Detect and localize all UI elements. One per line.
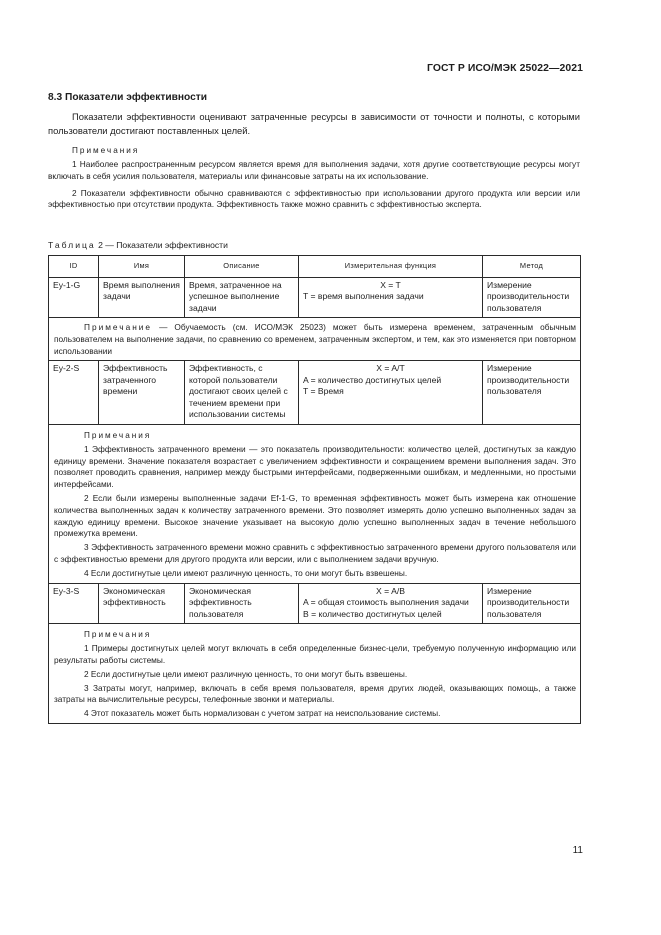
row1-note xyxy=(54,322,576,357)
cell-name: Эффективность затраченного времени xyxy=(99,361,185,425)
formula-definition: A = количество достигнутых целей xyxy=(303,374,442,385)
notes-heading: Примечания xyxy=(72,146,140,155)
cell-method: Измерение производительности пользователя xyxy=(483,277,581,318)
cell-name: Экономическая эффективность xyxy=(99,583,185,624)
section-title: 8.3 Показатели эффективности xyxy=(48,92,208,103)
row3-note-1: 1 Примеры достигнутых целей могут включать в себя определенные бизнес-цели, требуемую полученную информацию или результаты работы системы. xyxy=(54,643,576,665)
page-number: 11 xyxy=(572,845,583,856)
header-id: ID xyxy=(49,256,99,278)
table-caption xyxy=(48,240,580,250)
table-caption-label: Таблица xyxy=(48,240,96,250)
section-note-1: 1 Наиболее распространенным ресурсом является время для выполнения задачи, хотя другие соответствующие ресурсы могут включать в себя усилия пользователя, материалы или финансовые затраты на их использование. xyxy=(48,159,580,181)
cell-method: Измерение производительности пользователя xyxy=(483,583,581,624)
row3-note-2: 2 Если достигнутые цели имеют различную ценность, то они могут быть взвешены. xyxy=(84,668,408,679)
formula: X = A/B xyxy=(376,585,405,596)
row2-note-4: 4 Если достигнутые цели имеют различную ценность, то они могут быть взвешены. xyxy=(84,567,408,578)
cell-id: Ey-1-G xyxy=(49,277,99,318)
formula-definition: A = общая стоимость выполнения задачи xyxy=(303,597,469,608)
table-row xyxy=(49,361,581,425)
table-row xyxy=(49,583,581,624)
section-intro: Показатели эффективности оценивают затраченные ресурсы в зависимости от точности и полноты, с которыми пользователи достигают поставленных целей. xyxy=(48,111,580,136)
header-name: Имя xyxy=(99,256,185,278)
table-note-row xyxy=(49,624,581,724)
cell-name: Время выполнения задачи xyxy=(99,277,185,318)
cell-description: Эффективность, с которой пользователи достигают своих целей с течением времени при использовании системы xyxy=(185,361,299,425)
table-caption-text: 2 — Показатели эффективности xyxy=(98,240,228,250)
formula: X = T xyxy=(380,279,401,290)
table-note-row xyxy=(49,424,581,583)
formula-definition: T = Время xyxy=(303,386,344,397)
cell-description: Время, затраченное на успешное выполнение задачи xyxy=(185,277,299,318)
row-note xyxy=(49,318,581,361)
row2-note-2: 2 Если были измерены выполненные задачи Ef-1-G, то временная эффективность может быть измерена как отношение количества выполненных задач к количеству затраченного времени. Это позволяет измерять долю успешно выполненных задач за каждую единицу времени. Высокое значение указывает на высокую долю успешно выполненных задач в течение небольшого промежутка времени. xyxy=(54,493,576,539)
table-header-row xyxy=(49,256,581,278)
header-method: Метод xyxy=(483,256,581,278)
table-row xyxy=(49,277,581,318)
header-function: Измерительная функция xyxy=(299,256,483,278)
efficiency-metrics-table xyxy=(48,255,581,724)
row-notes xyxy=(49,424,581,583)
section-8-3 xyxy=(48,92,580,211)
cell-id: Ey-2-S xyxy=(49,361,99,425)
note-label: Примечание xyxy=(84,322,153,332)
cell-id: Ey-3-S xyxy=(49,583,99,624)
row-notes xyxy=(49,624,581,724)
cell-function xyxy=(299,277,483,318)
cell-function xyxy=(299,361,483,425)
notes-heading: Примечания xyxy=(84,630,152,640)
notes-heading: Примечания xyxy=(84,430,152,440)
formula-definition: B = количество достигнутых целей xyxy=(303,608,442,619)
cell-method: Измерение производительности пользователя xyxy=(483,361,581,425)
table-2-block xyxy=(48,240,580,724)
formula: X = A/T xyxy=(376,363,405,374)
row2-note-3: 3 Эффективность затраченного времени можно сравнить с эффективностью затраченного времени другого пользователя или с эффективностью времени для другого продукта или версии, или с выполнением задачи вручную. xyxy=(54,542,576,565)
section-note-2: 2 Показатели эффективности обычно сравниваются с эффективностью при использовании другого продукта или версии или эффективностью при отсутствии продукта. Эффективность также можно сравнить с эффективностью эксперта. xyxy=(48,187,580,210)
table-note-row xyxy=(49,318,581,361)
cell-function xyxy=(299,583,483,624)
header-description: Описание xyxy=(185,256,299,278)
row3-note-3: 3 Затраты могут, например, включать в себя время пользователя, время других людей, оказывающих помощь, а также затраты на вычислительные ресурсы, телефонные звонки и материалы. xyxy=(54,682,576,705)
row3-note-4: 4 Этот показатель может быть нормализован с учетом затрат на неиспользование системы. xyxy=(84,708,441,719)
note-text: — Обучаемость (см. ИСО/МЭК 25023) может быть измерена временем, затраченным обычным пользователем на выполнение задачи, по сравнению со временем, затраченным экспертом, и тем, как это изменяется при повторном использовании xyxy=(54,322,576,356)
row2-note-1: 1 Эффективность затраченного времени — это показатель производительности: количество целей, достигнутых за каждую единицу времени. Значение показателя возрастает с увеличением эффективности и сокращением времени выполнения задач. Это позволяет проводить сравнения, например между быстрыми интерфейсами, подверженными ошибкам, и медленными, но простыми интерфейсами. xyxy=(54,443,576,490)
cell-description: Экономическая эффективность пользователя xyxy=(185,583,299,624)
standard-header: ГОСТ Р ИСО/МЭК 25022—2021 xyxy=(427,63,583,74)
formula-definition: T = время выполнения задачи xyxy=(303,291,424,301)
